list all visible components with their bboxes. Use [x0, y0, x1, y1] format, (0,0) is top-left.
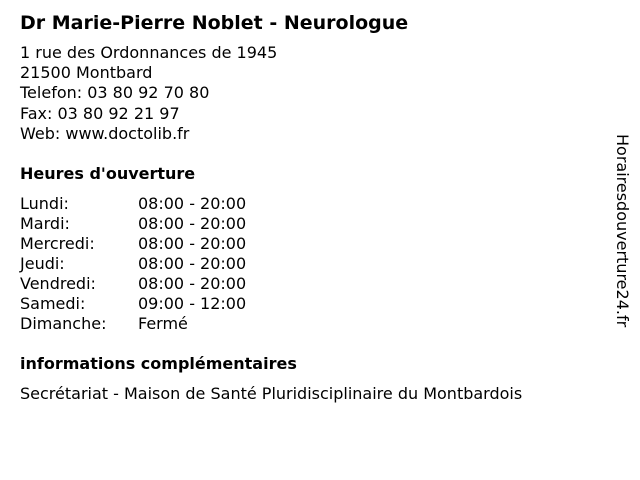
brand-watermark	[612, 134, 632, 346]
day-label: Samedi:	[20, 294, 86, 313]
day-label: Dimanche:	[20, 314, 107, 333]
additional-info-text: Secrétariat - Maison de Santé Pluridisciplinaire du Montbardois	[20, 384, 523, 403]
opening-hours-heading: Heures d'ouverture	[20, 164, 196, 183]
additional-info-heading: informations complémentaires	[20, 354, 297, 373]
website: Web: www.doctolib.fr	[20, 123, 190, 143]
hours-row-thursday	[20, 254, 246, 274]
hours-value: 08:00 - 20:00	[138, 194, 247, 213]
day-label: Jeudi:	[20, 254, 65, 273]
hours-value: 08:00 - 20:00	[138, 254, 247, 273]
hours-row-tuesday	[20, 214, 246, 234]
fax-number: Fax: 03 80 92 21 97	[20, 103, 180, 123]
day-label: Mercredi:	[20, 234, 95, 253]
opening-hours-table	[20, 194, 246, 334]
hours-value: 08:00 - 20:00	[138, 214, 247, 233]
hours-value: Fermé	[138, 314, 188, 333]
city-address: 21500 Montbard	[20, 63, 153, 83]
address-block	[20, 43, 277, 144]
day-label: Vendredi:	[20, 274, 96, 293]
hours-row-sunday	[20, 314, 246, 334]
hours-row-wednesday	[20, 234, 246, 254]
hours-row-saturday	[20, 294, 246, 314]
hours-value: 08:00 - 20:00	[138, 234, 247, 253]
brand-text: Horairesdouverture24.fr	[613, 134, 632, 328]
phone-number: Telefon: 03 80 92 70 80	[20, 83, 210, 103]
page-title: Dr Marie-Pierre Noblet - Neurologue	[20, 12, 409, 34]
hours-value: 09:00 - 12:00	[138, 294, 247, 313]
hours-row-friday	[20, 274, 246, 294]
hours-value: 08:00 - 20:00	[138, 274, 247, 293]
hours-row-monday	[20, 194, 246, 214]
day-label: Lundi:	[20, 194, 69, 213]
street-address: 1 rue des Ordonnances de 1945	[20, 43, 278, 62]
day-label: Mardi:	[20, 214, 70, 233]
